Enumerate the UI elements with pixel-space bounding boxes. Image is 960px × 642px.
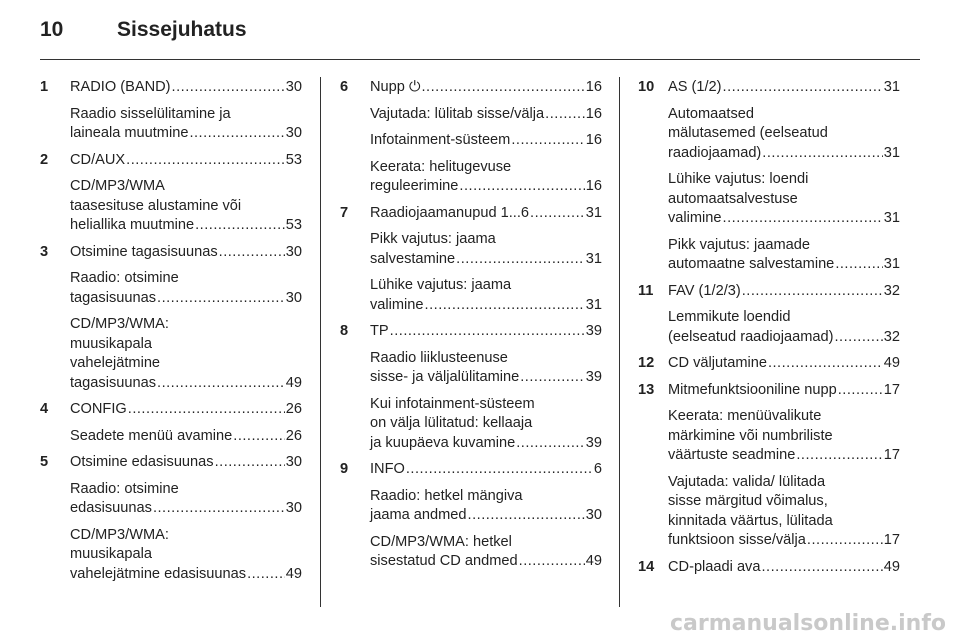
- sub-entry: [668, 170, 900, 229]
- entry-line: [370, 230, 602, 250]
- entry-line: [668, 531, 900, 551]
- sub-entry: [668, 105, 900, 164]
- entry-text: edasisuunas: [70, 500, 152, 516]
- sub-entry: [668, 308, 900, 347]
- entry-number: 10: [638, 79, 655, 95]
- entry-text: Raadio: hetkel mängiva: [370, 487, 523, 504]
- sub-entry: [70, 480, 302, 519]
- entry-text: Keerata: menüüvalikute: [668, 408, 822, 424]
- dot-leader: [511, 131, 584, 151]
- dot-leader: [520, 368, 585, 388]
- entry-text: CD väljutamine: [668, 355, 767, 371]
- entry-text: taasesituse alustamine või: [70, 197, 242, 214]
- page-ref: 31: [585, 250, 602, 267]
- page-ref: 49: [285, 565, 302, 582]
- header-rule: [40, 59, 920, 60]
- entry-number: 3: [40, 243, 49, 260]
- entry-text: Seadete menüü avamine: [70, 427, 233, 444]
- entry-text: CD/AUX: [70, 151, 126, 168]
- entry-text: CONFIG: [70, 401, 127, 417]
- entry-text: Vajutada: valida/ lülitada: [668, 473, 826, 490]
- index-entry: [40, 243, 302, 394]
- dot-leader: [459, 177, 584, 197]
- page-ref: 30: [285, 79, 302, 95]
- entry-text: märkimine või numbriliste: [668, 427, 833, 444]
- page-ref: 31: [883, 79, 900, 95]
- entry-number: 2: [40, 151, 49, 168]
- entry-text: Raadio liiklusteenuse: [370, 349, 508, 366]
- entry-text: Raadio sisselülitamine ja: [70, 105, 231, 122]
- dot-leader: [723, 78, 883, 98]
- entry-line: [668, 190, 900, 210]
- entry-number: 12: [638, 355, 655, 371]
- entry-text: salvestamine: [370, 250, 456, 267]
- entry-text: TP: [370, 323, 389, 339]
- entry-line: [668, 427, 900, 447]
- page-ref: 49: [585, 553, 602, 569]
- entry-number: 11: [638, 282, 654, 299]
- dot-leader: [195, 216, 285, 236]
- entry-text: tagasisuunas: [70, 289, 157, 306]
- entry-line: [70, 335, 302, 355]
- page-ref: 30: [285, 500, 302, 516]
- entry-text: funktsioon sisse/välja: [668, 532, 806, 548]
- index-entry: [340, 204, 602, 316]
- dot-leader: [835, 328, 883, 348]
- page-ref: 17: [883, 532, 900, 548]
- entry-text: Automaatsed: [668, 105, 754, 122]
- sub-entry: [370, 230, 602, 269]
- page-ref: 30: [285, 125, 302, 141]
- index-entry: [638, 558, 900, 578]
- entry-text: Lühike vajutus: loendi: [668, 171, 809, 187]
- page-ref: 26: [285, 401, 302, 417]
- entry-line: [70, 480, 302, 500]
- sub-entry: [70, 315, 302, 393]
- page-ref: 30: [585, 507, 602, 523]
- entry-line: [70, 453, 302, 473]
- entry-text: CD-plaadi ava: [668, 558, 761, 575]
- entry-text: CD/MP3/WMA:: [70, 316, 169, 332]
- entry-text: AS (1/2): [668, 79, 722, 95]
- dot-leader: [468, 506, 585, 526]
- entry-line: [668, 255, 900, 275]
- entry-line: [370, 158, 602, 178]
- entry-line: [668, 354, 900, 374]
- entry-text: reguleerimine: [370, 178, 459, 194]
- page-ref: 32: [883, 328, 900, 345]
- dot-leader: [157, 289, 285, 309]
- column-2: [340, 78, 602, 579]
- page-ref: 30: [285, 454, 302, 470]
- entry-text: CD/MP3/WMA:: [70, 526, 169, 543]
- entry-number: 1: [40, 79, 49, 95]
- sub-entry: [370, 105, 602, 125]
- page-ref: 31: [585, 296, 602, 313]
- page-ref: 30: [285, 289, 302, 306]
- page-ref: 39: [585, 323, 602, 339]
- dot-leader: [723, 209, 883, 229]
- entry-line: [668, 78, 900, 98]
- entry-text: ja kuupäeva kuvamine: [370, 434, 516, 451]
- page-ref: 30: [285, 243, 302, 260]
- entry-line: [70, 526, 302, 546]
- entry-text: Raadio: otsimine: [70, 480, 179, 497]
- entry-line: [370, 460, 602, 480]
- entry-line: [668, 512, 900, 532]
- page-ref: 17: [883, 447, 900, 463]
- index-entry: [638, 354, 900, 374]
- index-entry: [340, 460, 602, 572]
- entry-line: [70, 197, 302, 217]
- dot-leader: [172, 78, 285, 98]
- entry-line: [668, 144, 900, 164]
- dot-leader: [835, 255, 882, 275]
- entry-line: [668, 282, 900, 302]
- entry-text: muusikapala: [70, 335, 152, 352]
- index-entry: [40, 453, 302, 584]
- column-divider: [619, 77, 620, 607]
- entry-line: [668, 558, 900, 578]
- page-ref: 49: [883, 355, 900, 371]
- dot-leader: [215, 453, 285, 473]
- entry-text: kinnitada väärtus, lülitada: [668, 512, 833, 529]
- dot-leader: [807, 531, 883, 551]
- sub-entry: [70, 269, 302, 308]
- entry-text: Pikk vajutus: jaamade: [668, 236, 810, 253]
- entry-text: CD/MP3/WMA: [70, 178, 165, 194]
- dot-leader: [425, 296, 585, 316]
- dot-leader: [456, 250, 585, 270]
- index-entry: [40, 151, 302, 236]
- index-entry: [638, 78, 900, 275]
- entry-line: [70, 315, 302, 335]
- entry-text: raadiojaamad): [668, 144, 762, 161]
- entry-line: [370, 552, 602, 572]
- entry-text: muusikapala: [70, 546, 152, 562]
- entry-text: on välja lülitatud: kellaaja: [370, 415, 533, 431]
- sub-entry: [70, 526, 302, 585]
- entry-line: [70, 289, 302, 309]
- entry-text: Mitmefunktsiooniline nupp: [668, 381, 837, 398]
- entry-line: [70, 400, 302, 420]
- entry-line: [70, 243, 302, 263]
- entry-text: Otsimine edasisuunas: [70, 454, 214, 470]
- dot-leader: [796, 446, 882, 466]
- entry-line: [370, 276, 602, 296]
- entry-line: [668, 308, 900, 328]
- entry-line: [70, 105, 302, 125]
- index-entry: [340, 78, 602, 197]
- index-entry: [340, 322, 602, 453]
- entry-line: [668, 381, 900, 401]
- entry-text: väärtuste seadmine: [668, 447, 796, 463]
- entry-line: [370, 349, 602, 369]
- entry-text: automaatne salvestamine: [668, 256, 835, 272]
- dot-leader: [761, 558, 882, 578]
- sub-entry: [370, 533, 602, 572]
- watermark: carmanualsonline.info: [670, 611, 946, 636]
- dot-leader: [189, 124, 284, 144]
- entry-text: tagasisuunas: [70, 374, 157, 391]
- dot-leader: [233, 427, 285, 447]
- entry-text: (eelseatud raadiojaamad): [668, 328, 834, 345]
- entry-text: Lühike vajutus: jaama: [370, 277, 512, 293]
- sub-entry: [370, 395, 602, 454]
- page-ref: 49: [883, 558, 900, 575]
- index-entry: [40, 78, 302, 144]
- page-ref: 39: [585, 369, 602, 385]
- entry-text: RADIO (BAND): [70, 79, 171, 95]
- entry-number: 14: [638, 558, 655, 575]
- entry-line: [70, 124, 302, 144]
- sub-entry: [70, 177, 302, 236]
- dot-leader: [153, 499, 285, 519]
- page-ref: 16: [585, 79, 602, 95]
- sub-entry: [70, 427, 302, 447]
- entry-text: Keerata: helitugevuse: [370, 158, 512, 175]
- page-ref: 16: [585, 132, 602, 148]
- sub-entry: [370, 158, 602, 197]
- entry-text: heliallika muutmine: [70, 217, 195, 233]
- entry-line: [668, 446, 900, 466]
- entry-text: valimine: [668, 210, 722, 226]
- index-entry: [40, 400, 302, 446]
- entry-line: [370, 533, 602, 553]
- entry-line: [668, 236, 900, 256]
- dot-leader: [157, 374, 285, 394]
- entry-text: automaatsalvestuse: [668, 190, 798, 207]
- entry-line: [668, 407, 900, 427]
- entry-line: [668, 492, 900, 512]
- column-divider: [320, 77, 321, 607]
- page-ref: 53: [285, 151, 302, 168]
- entry-text: Infotainment-süsteem: [370, 132, 511, 148]
- entry-text: FAV (1/2/3): [668, 282, 741, 299]
- entry-line: [70, 269, 302, 289]
- entry-text: vahelejätmine edasisuunas: [70, 565, 247, 582]
- dot-leader: [768, 354, 883, 374]
- entry-text: sisse- ja väljalülitamine: [370, 369, 520, 385]
- page-ref: 31: [883, 256, 900, 272]
- page-ref: 31: [883, 144, 900, 161]
- entry-line: [70, 565, 302, 585]
- page-title: Sissejuhatus: [117, 18, 247, 41]
- page-ref: 32: [883, 282, 900, 299]
- entry-number: 6: [340, 79, 349, 95]
- entry-line: [370, 177, 602, 197]
- entry-text: Raadio: otsimine: [70, 270, 179, 286]
- entry-line: [668, 328, 900, 348]
- entry-text: INFO: [370, 461, 405, 477]
- page-ref: 26: [285, 427, 302, 444]
- page-ref: 39: [585, 434, 602, 451]
- entry-line: [70, 499, 302, 519]
- entry-text: Vajutada: lülitab sisse/välja: [370, 105, 545, 122]
- dot-leader: [530, 204, 585, 224]
- entry-text: laineala muutmine: [70, 125, 189, 141]
- entry-line: [70, 177, 302, 197]
- dot-leader: [838, 381, 883, 401]
- entry-text: CD/MP3/WMA: hetkel: [370, 533, 512, 550]
- sub-entry: [370, 131, 602, 151]
- dot-leader: [516, 434, 585, 454]
- sub-entry: [668, 473, 900, 551]
- entry-number: 7: [340, 204, 349, 221]
- dot-leader: [742, 282, 883, 302]
- entry-line: [370, 506, 602, 526]
- sub-entry: [668, 236, 900, 275]
- index-entry: [638, 282, 900, 348]
- entry-line: [70, 151, 302, 171]
- entry-text: sisestatud CD andmed: [370, 553, 518, 569]
- entry-line: [668, 170, 900, 190]
- entry-line: [668, 473, 900, 493]
- page-ref: 6: [593, 461, 602, 477]
- entry-text: Otsimine tagasisuunas: [70, 243, 218, 260]
- sub-entry: [370, 349, 602, 388]
- entry-number: 8: [340, 323, 349, 339]
- entry-line: [370, 434, 602, 454]
- dot-leader: [247, 565, 285, 585]
- entry-line: [370, 414, 602, 434]
- sub-entry: [668, 407, 900, 466]
- entry-line: [370, 395, 602, 415]
- entry-line: [370, 105, 602, 125]
- entry-text: Kui infotainment-süsteem: [370, 395, 535, 412]
- entry-text: Raadiojaamanupud 1...6: [370, 204, 530, 221]
- dot-leader: [128, 400, 285, 420]
- page-ref: 49: [285, 374, 302, 391]
- entry-line: [370, 487, 602, 507]
- entry-line: [70, 216, 302, 236]
- entry-text: vahelejätmine: [70, 355, 161, 371]
- entry-text: Pikk vajutus: jaama: [370, 231, 496, 247]
- dot-leader: [422, 78, 585, 98]
- page-ref: 17: [883, 381, 900, 398]
- entry-line: [70, 427, 302, 447]
- entry-line: [370, 250, 602, 270]
- index-entry: [638, 381, 900, 551]
- sub-entry: [70, 105, 302, 144]
- entry-text: mälutasemed (eelseatud: [668, 125, 828, 141]
- entry-line: [70, 78, 302, 98]
- entry-line: [668, 209, 900, 229]
- column-3: [638, 78, 900, 584]
- page-ref: 31: [883, 210, 900, 226]
- entry-text: Nupp ⏻: [370, 79, 421, 95]
- entry-line: [370, 131, 602, 151]
- dot-leader: [762, 144, 882, 164]
- entry-text: jaama andmed: [370, 507, 467, 523]
- entry-line: [668, 105, 900, 125]
- dot-leader: [545, 105, 585, 125]
- entry-line: [370, 296, 602, 316]
- dot-leader: [390, 322, 585, 342]
- page-ref: 31: [585, 204, 602, 221]
- entry-text: valimine: [370, 296, 424, 313]
- entry-number: 5: [40, 454, 49, 470]
- page-ref: 16: [585, 105, 602, 122]
- page-ref: 53: [285, 217, 302, 233]
- entry-number: 4: [40, 401, 49, 417]
- entry-line: [70, 354, 302, 374]
- entry-text: sisse märgitud võimalus,: [668, 493, 828, 509]
- dot-leader: [406, 460, 593, 480]
- entry-line: [370, 322, 602, 342]
- entry-text: Lemmikute loendid: [668, 309, 791, 325]
- entry-line: [70, 374, 302, 394]
- entry-line: [668, 124, 900, 144]
- page-ref: 16: [585, 178, 602, 194]
- entry-line: [70, 545, 302, 565]
- entry-line: [370, 204, 602, 224]
- entry-line: [370, 368, 602, 388]
- column-1: [40, 78, 302, 591]
- entry-number: 13: [638, 381, 655, 398]
- sub-entry: [370, 487, 602, 526]
- page-number: 10: [40, 18, 64, 41]
- dot-leader: [519, 552, 585, 572]
- entry-line: [370, 78, 602, 98]
- entry-number: 9: [340, 461, 349, 477]
- sub-entry: [370, 276, 602, 315]
- dot-leader: [126, 151, 285, 171]
- dot-leader: [219, 243, 285, 263]
